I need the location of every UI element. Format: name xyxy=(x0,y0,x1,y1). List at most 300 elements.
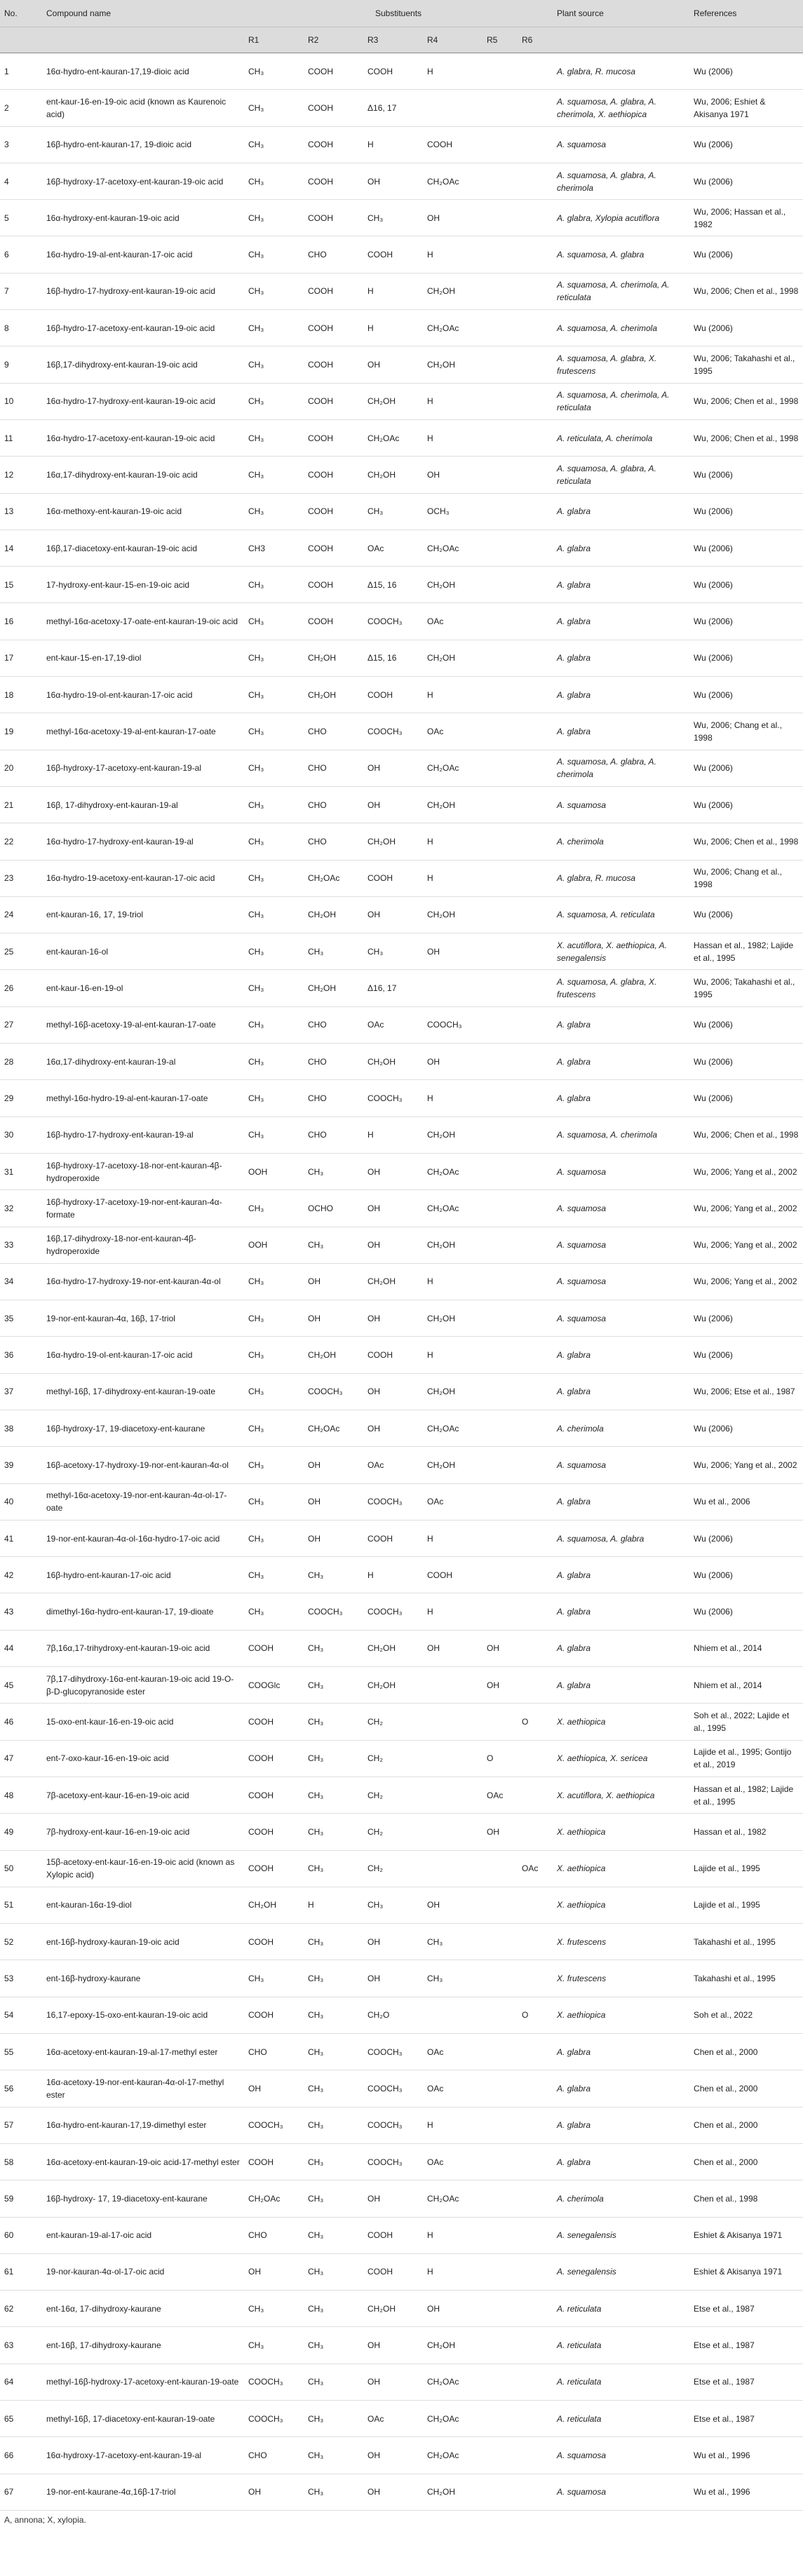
cell-r4: H xyxy=(423,823,483,860)
cell-r2: CH₂OH xyxy=(304,970,363,1006)
cell-r5 xyxy=(483,1080,518,1117)
cell-no: 48 xyxy=(0,1776,42,1813)
cell-plant-source: A. reticulata xyxy=(553,2401,689,2437)
cell-no: 61 xyxy=(0,2253,42,2290)
cell-r3: OH xyxy=(363,896,423,933)
cell-plant-source: A. glabra xyxy=(553,713,689,750)
cell-r1: CH₃ xyxy=(244,383,304,419)
cell-references: Chen et al., 1998 xyxy=(689,2180,803,2217)
cell-r4: H xyxy=(423,2107,483,2143)
cell-references: Wu et al., 1996 xyxy=(689,2437,803,2474)
table-row xyxy=(0,1776,803,1813)
cell-compound-name: 16β-hydroxy-17-acetoxy-ent-kauran-19-oic acid xyxy=(42,163,244,199)
cell-plant-source: A. glabra xyxy=(553,1483,689,1520)
cell-r6 xyxy=(518,2180,553,2217)
cell-plant-source: A. glabra xyxy=(553,1630,689,1666)
cell-plant-source: A. glabra xyxy=(553,2143,689,2180)
cell-compound-name: 16α-hydro-19-al-ent-kauran-17-oic acid xyxy=(42,236,244,273)
cell-references: Wu, 2006; Yang et al., 2002 xyxy=(689,1263,803,1300)
cell-r6 xyxy=(518,640,553,676)
cell-r3: COOH xyxy=(363,860,423,896)
cell-compound-name: ent-kauran-16-ol xyxy=(42,933,244,970)
cell-r6 xyxy=(518,786,553,823)
cell-no: 44 xyxy=(0,1630,42,1666)
cell-r5 xyxy=(483,236,518,273)
cell-r5 xyxy=(483,90,518,126)
cell-r1: CH₃ xyxy=(244,567,304,603)
cell-plant-source: A. glabra xyxy=(553,1006,689,1043)
cell-compound-name: 16α,17-dihydroxy-ent-kauran-19-oic acid xyxy=(42,457,244,493)
cell-r1: CH₃ xyxy=(244,1263,304,1300)
cell-r2: CH₃ xyxy=(304,2474,363,2510)
cell-r6 xyxy=(518,2143,553,2180)
cell-r1: CH₃ xyxy=(244,346,304,383)
cell-r3: OH xyxy=(363,1373,423,1410)
cell-compound-name: ent-16β-hydroxy-kauran-19-oic acid xyxy=(42,1924,244,1960)
cell-r5: OH xyxy=(483,1814,518,1850)
cell-r4: CH₂OH xyxy=(423,786,483,823)
cell-r1: CH₃ xyxy=(244,1117,304,1153)
cell-r5 xyxy=(483,2180,518,2217)
cell-r6 xyxy=(518,310,553,346)
cell-references: Eshiet & Akisanya 1971 xyxy=(689,2253,803,2290)
header-r3: R3 xyxy=(363,27,423,53)
cell-r6 xyxy=(518,90,553,126)
cell-r6 xyxy=(518,1483,553,1520)
cell-no: 67 xyxy=(0,2474,42,2510)
cell-compound-name: ent-16β-hydroxy-kaurane xyxy=(42,1960,244,1997)
cell-no: 33 xyxy=(0,1227,42,1263)
cell-r5: OH xyxy=(483,1630,518,1666)
cell-r2: CH₃ xyxy=(304,933,363,970)
cell-plant-source: A. glabra xyxy=(553,677,689,713)
cell-r2: H xyxy=(304,1887,363,1923)
cell-r5 xyxy=(483,2363,518,2400)
table-row xyxy=(0,933,803,970)
cell-r3: Δ15, 16 xyxy=(363,567,423,603)
cell-r3: CH₂OH xyxy=(363,1044,423,1080)
cell-references: Lajide et al., 1995 xyxy=(689,1850,803,1887)
cell-r1: CH₃ xyxy=(244,2291,304,2327)
cell-r6 xyxy=(518,530,553,566)
cell-plant-source: A. glabra xyxy=(553,1593,689,1630)
cell-r2: COOH xyxy=(304,90,363,126)
cell-r5 xyxy=(483,860,518,896)
cell-compound-name: 16β,17-diacetoxy-ent-kauran-19-oic acid xyxy=(42,530,244,566)
cell-r4 xyxy=(423,1997,483,2033)
cell-r6 xyxy=(518,383,553,419)
cell-r2: CH₃ xyxy=(304,2217,363,2253)
cell-references: Wu (2006) xyxy=(689,530,803,566)
cell-compound-name: 16α-hydro-19-ol-ent-kauran-17-oic acid xyxy=(42,1337,244,1373)
cell-r3: COOCH₃ xyxy=(363,1593,423,1630)
cell-no: 38 xyxy=(0,1410,42,1446)
cell-r5 xyxy=(483,1410,518,1446)
cell-references: Chen et al., 2000 xyxy=(689,2034,803,2070)
cell-references: Wu, 2006; Hassan et al., 1982 xyxy=(689,200,803,236)
cell-r6 xyxy=(518,1337,553,1373)
cell-r5 xyxy=(483,1373,518,1410)
cell-plant-source: A. reticulata xyxy=(553,2291,689,2327)
cell-plant-source: A. glabra xyxy=(553,2107,689,2143)
cell-r4: H xyxy=(423,1520,483,1556)
table-row xyxy=(0,2107,803,2143)
cell-plant-source: A. cherimola xyxy=(553,1410,689,1446)
cell-r6 xyxy=(518,1447,553,1483)
cell-r2: CHO xyxy=(304,713,363,750)
cell-r3: COOH xyxy=(363,2217,423,2253)
header-r1: R1 xyxy=(244,27,304,53)
cell-plant-source: A. squamosa xyxy=(553,1153,689,1189)
cell-references: Hassan et al., 1982; Lajide et al., 1995 xyxy=(689,1776,803,1813)
cell-r4: OCH₃ xyxy=(423,493,483,530)
cell-references: Lajide et al., 1995 xyxy=(689,1887,803,1923)
cell-r3: CH₂OH xyxy=(363,1667,423,1704)
cell-compound-name: ent-16α, 17-dihydroxy-kaurane xyxy=(42,2291,244,2327)
cell-r3: CH₃ xyxy=(363,1887,423,1923)
cell-r6 xyxy=(518,1520,553,1556)
header-spacer xyxy=(553,27,689,53)
cell-r5 xyxy=(483,200,518,236)
table-row xyxy=(0,1263,803,1300)
cell-r2: OH xyxy=(304,1447,363,1483)
table-row xyxy=(0,1117,803,1153)
table-row xyxy=(0,419,803,456)
cell-r2: CH₂OH xyxy=(304,677,363,713)
cell-r4 xyxy=(423,1667,483,1704)
cell-plant-source: A. glabra xyxy=(553,2034,689,2070)
cell-references: Wu, 2006; Yang et al., 2002 xyxy=(689,1227,803,1263)
cell-r6 xyxy=(518,750,553,786)
cell-r3: COOCH₃ xyxy=(363,1080,423,1117)
cell-r1: CH₃ xyxy=(244,1080,304,1117)
cell-references: Wu (2006) xyxy=(689,493,803,530)
table-row xyxy=(0,346,803,383)
cell-r2: CHO xyxy=(304,823,363,860)
cell-compound-name: dimethyl-16α-hydro-ent-kauran-17, 19-dioate xyxy=(42,1593,244,1630)
cell-r6 xyxy=(518,493,553,530)
table-row xyxy=(0,2401,803,2437)
table-row xyxy=(0,786,803,823)
cell-r5 xyxy=(483,677,518,713)
cell-compound-name: 16β-hydroxy- 17, 19-diacetoxy-ent-kaurane xyxy=(42,2180,244,2217)
table-row xyxy=(0,457,803,493)
cell-r1: CH3 xyxy=(244,530,304,566)
cell-compound-name: ent-kaur-15-en-17,19-diol xyxy=(42,640,244,676)
cell-r6 xyxy=(518,860,553,896)
cell-r5 xyxy=(483,1997,518,2033)
cell-r2: COOH xyxy=(304,530,363,566)
cell-r4: CH₂OH xyxy=(423,567,483,603)
cell-r1: CH₃ xyxy=(244,970,304,1006)
cell-r3: OH xyxy=(363,1960,423,1997)
cell-references: Etse et al., 1987 xyxy=(689,2363,803,2400)
cell-r2: CH₃ xyxy=(304,1630,363,1666)
cell-r1: CH₃ xyxy=(244,1337,304,1373)
cell-r1: CH₃ xyxy=(244,1960,304,1997)
cell-plant-source: A. squamosa, A. cherimola, A. reticulata xyxy=(553,383,689,419)
table-row xyxy=(0,1300,803,1337)
cell-plant-source: A. cherimola xyxy=(553,2180,689,2217)
cell-no: 30 xyxy=(0,1117,42,1153)
cell-r1: CH₃ xyxy=(244,750,304,786)
cell-r1: CH₃ xyxy=(244,640,304,676)
cell-r4: OH xyxy=(423,200,483,236)
cell-r1: CH₃ xyxy=(244,1447,304,1483)
cell-r6 xyxy=(518,1667,553,1704)
cell-r6 xyxy=(518,1814,553,1850)
cell-r5 xyxy=(483,493,518,530)
cell-references: Wu, 2006; Chang et al., 1998 xyxy=(689,713,803,750)
cell-references: Wu (2006) xyxy=(689,1080,803,1117)
cell-no: 51 xyxy=(0,1887,42,1923)
cell-r3: OH xyxy=(363,1924,423,1960)
cell-compound-name: 16α-hydro-ent-kauran-17,19-dimethyl ester xyxy=(42,2107,244,2143)
cell-compound-name: 16α-hydro-17-hydroxy-19-nor-ent-kauran-4α-ol xyxy=(42,1263,244,1300)
cell-r2: COOH xyxy=(304,163,363,199)
cell-r3: COOCH₃ xyxy=(363,2070,423,2107)
cell-references: Wu (2006) xyxy=(689,163,803,199)
cell-no: 8 xyxy=(0,310,42,346)
cell-references: Wu, 2006; Yang et al., 2002 xyxy=(689,1447,803,1483)
cell-r4: CH₂OH xyxy=(423,346,483,383)
cell-no: 22 xyxy=(0,823,42,860)
table-row xyxy=(0,1044,803,1080)
cell-no: 36 xyxy=(0,1337,42,1373)
cell-compound-name: 16α-hydroxy-17-acetoxy-ent-kauran-19-al xyxy=(42,2437,244,2474)
cell-plant-source: X. acutiflora, X. aethiopica, A. senegalensis xyxy=(553,933,689,970)
cell-r6 xyxy=(518,1593,553,1630)
cell-r1: CH₃ xyxy=(244,860,304,896)
cell-r3: Δ16, 17 xyxy=(363,90,423,126)
cell-r4: CH₂OH xyxy=(423,896,483,933)
cell-r5 xyxy=(483,786,518,823)
cell-compound-name: 16α-hydro-17-hydroxy-ent-kauran-19-al xyxy=(42,823,244,860)
cell-r5 xyxy=(483,1924,518,1960)
cell-r6 xyxy=(518,823,553,860)
cell-r4: CH₂OAc xyxy=(423,163,483,199)
cell-plant-source: A. glabra xyxy=(553,493,689,530)
cell-r1: COOH xyxy=(244,1924,304,1960)
cell-r2: COOCH₃ xyxy=(304,1593,363,1630)
table-row xyxy=(0,970,803,1006)
cell-r6 xyxy=(518,2363,553,2400)
cell-references: Soh et al., 2022; Lajide et al., 1995 xyxy=(689,1704,803,1740)
cell-r6 xyxy=(518,457,553,493)
cell-r1: CH₃ xyxy=(244,1557,304,1593)
cell-r2: OCHO xyxy=(304,1190,363,1227)
table-row xyxy=(0,90,803,126)
cell-r3: CH₂OH xyxy=(363,383,423,419)
cell-references: Wu (2006) xyxy=(689,53,803,90)
cell-r3: OH xyxy=(363,1190,423,1227)
cell-r5 xyxy=(483,383,518,419)
cell-no: 45 xyxy=(0,1667,42,1704)
cell-r2: CH₃ xyxy=(304,1814,363,1850)
table-row xyxy=(0,2291,803,2327)
cell-compound-name: 16α-hydro-17-acetoxy-ent-kauran-19-oic acid xyxy=(42,419,244,456)
cell-plant-source: A. squamosa, A. glabra, A. cherimola, X. aethiopica xyxy=(553,90,689,126)
cell-r2: COOH xyxy=(304,383,363,419)
table-row xyxy=(0,1667,803,1704)
cell-r1: COOH xyxy=(244,1704,304,1740)
cell-compound-name: ent-kauran-16, 17, 19-triol xyxy=(42,896,244,933)
table-row xyxy=(0,1887,803,1923)
cell-references: Wu, 2006; Etse et al., 1987 xyxy=(689,1373,803,1410)
cell-references: Eshiet & Akisanya 1971 xyxy=(689,2217,803,2253)
cell-r1: COOGlc xyxy=(244,1667,304,1704)
table-row xyxy=(0,273,803,309)
cell-r2: OH xyxy=(304,1300,363,1337)
cell-r2: CH₃ xyxy=(304,2327,363,2363)
cell-compound-name: 15β-acetoxy-ent-kaur-16-en-19-oic acid (known as Xylopic acid) xyxy=(42,1850,244,1887)
cell-r6 xyxy=(518,2107,553,2143)
cell-r3: OH xyxy=(363,786,423,823)
cell-plant-source: A. glabra xyxy=(553,2070,689,2107)
cell-r4: CH₂OAc xyxy=(423,530,483,566)
cell-r3: OH xyxy=(363,2474,423,2510)
cell-compound-name: 16,17-epoxy-15-oxo-ent-kauran-19-oic acid xyxy=(42,1997,244,2033)
cell-r1: CH₃ xyxy=(244,1373,304,1410)
cell-r3: CH₂ xyxy=(363,1704,423,1740)
cell-r3: OH xyxy=(363,2327,423,2363)
cell-plant-source: X. aethiopica xyxy=(553,1814,689,1850)
table-row xyxy=(0,1924,803,1960)
cell-plant-source: A. squamosa, A. reticulata xyxy=(553,896,689,933)
cell-r3: OH xyxy=(363,1153,423,1189)
table-row xyxy=(0,713,803,750)
cell-compound-name: 16α-acetoxy-ent-kauran-19-oic acid-17-methyl ester xyxy=(42,2143,244,2180)
cell-compound-name: 7β,17-dihydroxy-16α-ent-kauran-19-oic acid 19-O-β-D-glucopyranoside ester xyxy=(42,1667,244,1704)
cell-plant-source: A. squamosa, A. cherimola xyxy=(553,1117,689,1153)
cell-r4: OH xyxy=(423,2291,483,2327)
cell-r6 xyxy=(518,1960,553,1997)
cell-r3: OAc xyxy=(363,1006,423,1043)
cell-r6 xyxy=(518,236,553,273)
cell-plant-source: A. glabra xyxy=(553,1667,689,1704)
header-r4: R4 xyxy=(423,27,483,53)
cell-references: Wu, 2006; Chen et al., 1998 xyxy=(689,1117,803,1153)
cell-r2: CH₃ xyxy=(304,2107,363,2143)
cell-plant-source: A. squamosa xyxy=(553,1447,689,1483)
cell-r6 xyxy=(518,896,553,933)
cell-r6 xyxy=(518,126,553,163)
table-row xyxy=(0,1520,803,1556)
cell-r1: CH₃ xyxy=(244,126,304,163)
cell-no: 46 xyxy=(0,1704,42,1740)
cell-references: Wu, 2006; Yang et al., 2002 xyxy=(689,1190,803,1227)
cell-r4: CH₂OH xyxy=(423,1373,483,1410)
cell-r4: CH₂OAc xyxy=(423,310,483,346)
cell-r2: CHO xyxy=(304,750,363,786)
table-row xyxy=(0,1630,803,1666)
cell-plant-source: A. squamosa, A. glabra xyxy=(553,236,689,273)
cell-r5 xyxy=(483,1153,518,1189)
cell-r6 xyxy=(518,1190,553,1227)
cell-r4: CH₂OH xyxy=(423,273,483,309)
cell-r1: CH₃ xyxy=(244,1410,304,1446)
cell-plant-source: A. senegalensis xyxy=(553,2217,689,2253)
cell-no: 65 xyxy=(0,2401,42,2437)
cell-r3: Δ16, 17 xyxy=(363,970,423,1006)
cell-r6 xyxy=(518,346,553,383)
cell-no: 56 xyxy=(0,2070,42,2107)
cell-plant-source: A. squamosa xyxy=(553,1227,689,1263)
cell-r3: COOH xyxy=(363,1520,423,1556)
cell-r2: CH₃ xyxy=(304,1997,363,2033)
cell-no: 29 xyxy=(0,1080,42,1117)
cell-no: 7 xyxy=(0,273,42,309)
cell-no: 47 xyxy=(0,1740,42,1776)
cell-r5: OH xyxy=(483,1667,518,1704)
header-spacer xyxy=(0,27,42,53)
cell-r3: Δ15, 16 xyxy=(363,640,423,676)
cell-plant-source: A. squamosa xyxy=(553,1263,689,1300)
cell-r4: CH₂OH xyxy=(423,2327,483,2363)
cell-r4: OAc xyxy=(423,603,483,640)
cell-r3: H xyxy=(363,126,423,163)
cell-references: Wu (2006) xyxy=(689,750,803,786)
cell-plant-source: A. glabra, R. mucosa xyxy=(553,860,689,896)
cell-no: 14 xyxy=(0,530,42,566)
cell-r1: CH₃ xyxy=(244,53,304,90)
cell-compound-name: methyl-16α-acetoxy-19-al-ent-kauran-17-oate xyxy=(42,713,244,750)
cell-references: Etse et al., 1987 xyxy=(689,2401,803,2437)
cell-references: Wu, 2006; Chen et al., 1998 xyxy=(689,419,803,456)
cell-r1: CHO xyxy=(244,2034,304,2070)
cell-r5: O xyxy=(483,1740,518,1776)
cell-r2: COOH xyxy=(304,126,363,163)
cell-r3: CH₂O xyxy=(363,1997,423,2033)
cell-references: Chen et al., 2000 xyxy=(689,2107,803,2143)
cell-r5 xyxy=(483,2217,518,2253)
table-row xyxy=(0,493,803,530)
cell-r2: CH₂OH xyxy=(304,640,363,676)
cell-r1: CH₃ xyxy=(244,713,304,750)
cell-r5 xyxy=(483,53,518,90)
cell-r2: CH₃ xyxy=(304,2401,363,2437)
cell-r3: COOCH₃ xyxy=(363,2034,423,2070)
cell-plant-source: A. squamosa, A. cherimola, A. reticulata xyxy=(553,273,689,309)
cell-r4: CH₂OH xyxy=(423,640,483,676)
cell-references: Chen et al., 2000 xyxy=(689,2070,803,2107)
cell-r3: CH₂ xyxy=(363,1776,423,1813)
cell-compound-name: 16β-hydro-17-hydroxy-ent-kauran-19-al xyxy=(42,1117,244,1153)
cell-compound-name: ent-kauran-19-al-17-oic acid xyxy=(42,2217,244,2253)
cell-compound-name: 16β-hydroxy-17-acetoxy-18-nor-ent-kauran-4β-hydroperoxide xyxy=(42,1153,244,1189)
table-row xyxy=(0,1704,803,1740)
cell-no: 63 xyxy=(0,2327,42,2363)
cell-r2: CH₃ xyxy=(304,2143,363,2180)
cell-plant-source: A. glabra xyxy=(553,1373,689,1410)
table-row xyxy=(0,2437,803,2474)
cell-no: 3 xyxy=(0,126,42,163)
cell-references: Wu (2006) xyxy=(689,236,803,273)
cell-r6 xyxy=(518,1557,553,1593)
cell-r2: COOH xyxy=(304,346,363,383)
cell-r6 xyxy=(518,1300,553,1337)
cell-r6 xyxy=(518,1153,553,1189)
cell-r5 xyxy=(483,310,518,346)
cell-r2: COOH xyxy=(304,493,363,530)
cell-r5 xyxy=(483,1557,518,1593)
cell-r6 xyxy=(518,1740,553,1776)
cell-compound-name: 16β,17-dihydroxy-ent-kauran-19-oic acid xyxy=(42,346,244,383)
cell-r5 xyxy=(483,1044,518,1080)
cell-compound-name: 16β-hydroxy-17, 19-diacetoxy-ent-kaurane xyxy=(42,1410,244,1446)
cell-r3: COOCH₃ xyxy=(363,2143,423,2180)
cell-plant-source: A. glabra xyxy=(553,1337,689,1373)
